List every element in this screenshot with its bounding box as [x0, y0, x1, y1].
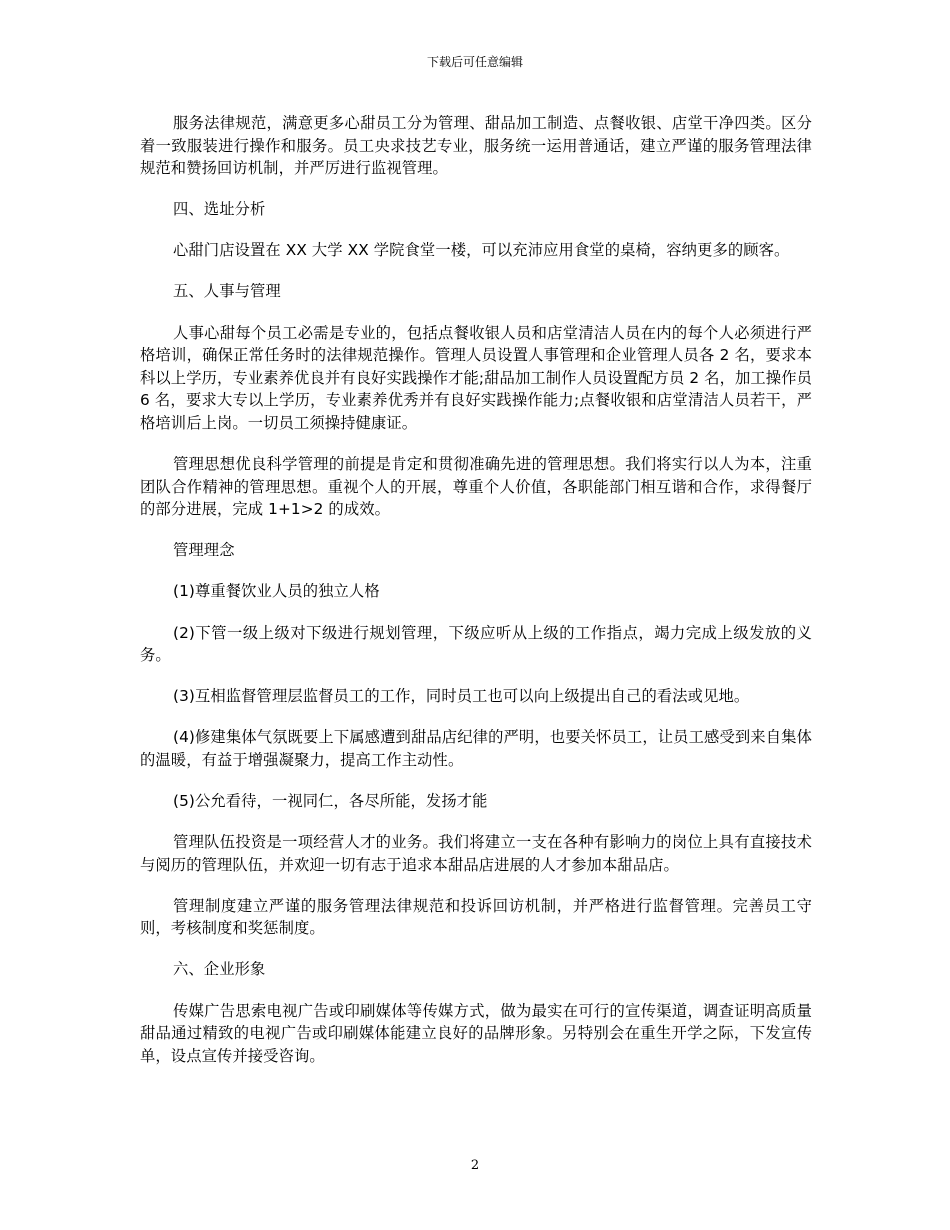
paragraph-management-thought: 管理思想优良科学管理的前提是肯定和贯彻准确先进的管理思想。我们将实行以人为本，注重团队合作精神的管理思想。重视个人的开展，尊重个人价值，各职能部门相互谐和合作，求得餐厅的部分进展，完成 1+1>2 的成效。 [140, 455, 812, 519]
paragraph-personnel: 人事心甜每个员工必需是专业的，包括点餐收银人员和店堂清洁人员在内的每个人必须进行严格培训，确保正常任务时的法律规范操作。管理人员设置人事管理和企业管理人员各 2 名，要求本科以上学历，专业素养优良并有良好实践操作才能;甜品加工制作人员设置配方员 2 名，加工操作员 6 名，要求大专以上学历，专业素养优秀并有良好实践操作能力;点餐收银和店堂清洁人员若干，严格培训后上岗。一切员工须操持健康证。 [140, 323, 812, 432]
list-item-1: (1)尊重餐饮业人员的独立人格 [173, 582, 380, 601]
section-heading-personnel: 五、人事与管理 [173, 282, 281, 301]
list-item-3: (3)互相监督管理层监督员工的工作，同时员工也可以向上级提出自己的看法或见地。 [173, 687, 750, 706]
paragraph-media-advertising: 传媒广告思索电视广告或印刷媒体等传媒方式，做为最实在可行的宣传渠道，调查证明高质量甜品通过精致的电视广告或印刷媒体能建立良好的品牌形象。另特别会在重生开学之际，下发宣传单，设点宣传并接受咨询。 [140, 1001, 812, 1065]
section-heading-site-analysis: 四、选址分析 [173, 200, 266, 219]
page-header: 下载后可任意编辑 [426, 55, 523, 69]
section-heading-corporate-image: 六、企业形象 [173, 960, 266, 979]
paragraph-management-system: 管理制度建立严谨的服务管理法律规范和投诉回访机制，并严格进行监督管理。完善员工守则，考核制度和奖惩制度。 [140, 896, 812, 938]
subheading-management-concept: 管理理念 [173, 541, 235, 560]
paragraph-site-location: 心甜门店设置在 XX 大学 XX 学院食堂一楼，可以充沛应用食堂的桌椅，容纳更多的顾客。 [173, 241, 790, 260]
list-item-4: (4)修建集体气氛既要上下属感遭到甜品店纪律的严明，也要关怀员工，让员工感受到来自集体的温暖，有益于增强凝聚力，提高工作主动性。 [140, 728, 812, 769]
page-number: 2 [470, 1158, 480, 1173]
paragraph-service-standards: 服务法律规范，满意更多心甜员工分为管理、甜品加工制造、点餐收银、店堂干净四类。区分着一致服装进行操作和服务。员工央求技艺专业，服务统一运用普通话，建立严谨的服务管理法律规范和赞扬回访机制，并严厉进行监视管理。 [140, 114, 812, 178]
list-item-5: (5)公允看待，一视同仁，各尽所能，发扬才能 [173, 791, 488, 810]
list-item-2: (2)下管一级上级对下级进行规划管理，下级应听从上级的工作指点，竭力完成上级发放的义务。 [140, 623, 812, 665]
paragraph-management-team: 管理队伍投资是一项经营人才的业务。我们将建立一支在各种有影响力的岗位上具有直接技术与阅历的管理队伍，并欢迎一切有志于追求本甜品店进展的人才参加本甜品店。 [140, 833, 812, 874]
document-body [140, 112, 812, 1086]
